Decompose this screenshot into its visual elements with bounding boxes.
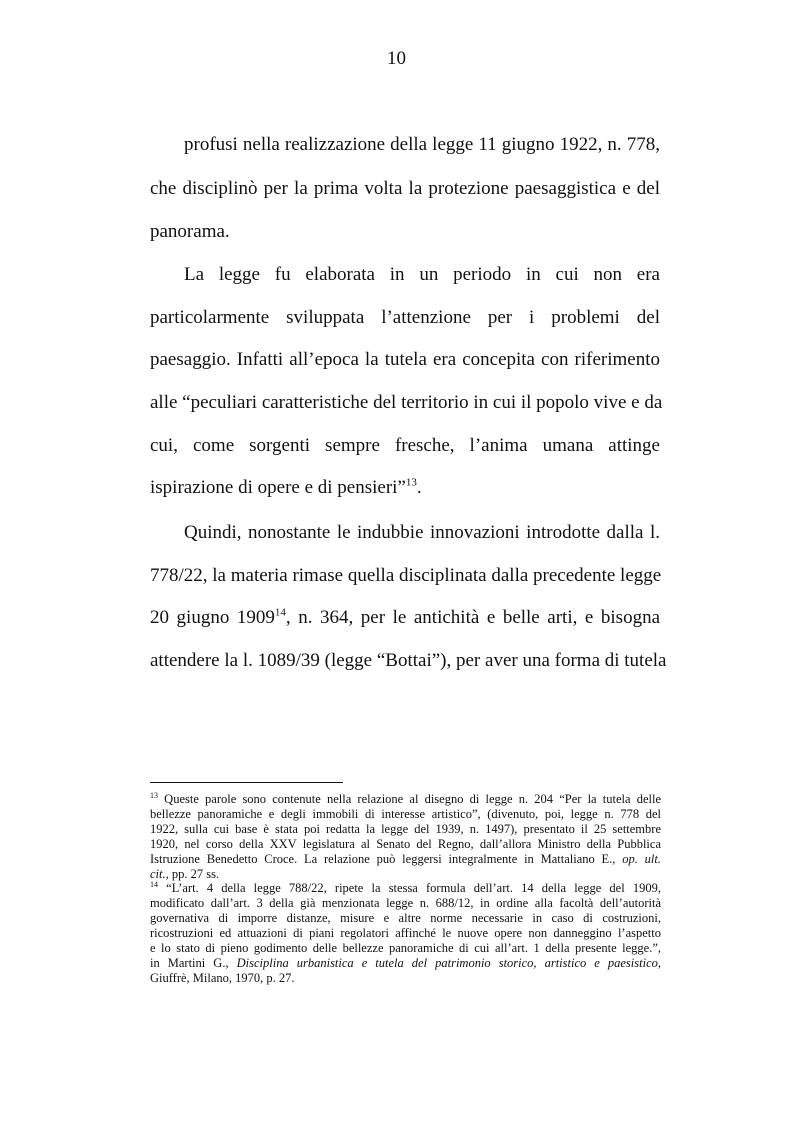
footnote-13-line [150, 790, 661, 806]
body-text-span: 20 giugno 1909 [150, 607, 275, 628]
body-text-span: . [416, 477, 422, 498]
body-line: profusi nella realizzazione della legge 11 giugno 1922, n. 778, [184, 134, 660, 155]
body-line: Quindi, nonostante le indubbie innovazioni introdotte dalla l. [184, 522, 660, 543]
body-line: particolarmente sviluppata l’attenzione per i problemi del [150, 307, 660, 328]
body-line: alle “peculiari caratteristiche del territorio in cui il popolo vive e da [150, 392, 663, 413]
body-text-span: ispirazione di opere e di pensieri” [150, 477, 406, 498]
footnote-14-line: governativa di imporre distanze, misure e altre norme necessarie in caso di costruzioni, [150, 911, 661, 925]
footnote-14-mark: 14 [150, 879, 158, 889]
footnote-13-line: 1920, nel corso della XXV legislatura al Senato del Regno, dall’allora Ministro della Pubblica [150, 837, 661, 851]
body-line: 778/22, la materia rimase quella disciplinata dalla precedente legge [150, 565, 662, 586]
footnote-14-line: ricostruzioni ed attuazioni di piani regolatori affinché le nuove opere non danneggino l’aspetto [150, 926, 661, 940]
footnote-14-line: e lo stato di pieno godimento delle bellezze panoramiche di cui all’art. 1 della presente legge.”, [150, 941, 661, 955]
footnote-text: pp. 27 ss. [168, 867, 220, 881]
body-line: attendere la l. 1089/39 (legge “Bottai”), per aver una forma di tutela [150, 650, 667, 671]
page-number: 10 [387, 48, 406, 69]
footnote-14-line: modificato dall’art. 3 della già menzionata legge n. 688/12, in ordine alla facoltà dell’autorità [150, 896, 661, 910]
footnote-13-line [150, 853, 661, 866]
footnote-14-line [150, 879, 661, 895]
footnote-14-line: Giuffrè, Milano, 1970, p. 27. [150, 971, 295, 985]
footnote-citation: Disciplina urbanistica e tutela del patrimonio storico, artistico e paesistico, [236, 956, 661, 970]
body-text-span: , n. 364, per le antichità e belle arti, e bisogna [285, 607, 660, 628]
footnote-13-line [150, 868, 661, 881]
footnote-14-line [150, 957, 661, 970]
body-line [150, 478, 660, 497]
footnote-text: Istruzione Benedetto Croce. La relazione può leggersi integralmente in Mattaliano E., [150, 852, 623, 866]
body-line: cui, come sorgenti sempre fresche, l’anima umana attinge [150, 435, 660, 456]
footnote-text: “L’art. 4 della legge 788/22, ripete la stessa formula dell’art. 14 della legge del 1909, [158, 881, 661, 895]
body-line: panorama. [150, 221, 230, 242]
footnote-citation: cit., [150, 867, 169, 881]
footnote-13-mark: 13 [150, 790, 158, 800]
footnote-text: Queste parole sono contenute nella relazione al disegno di legge n. 204 “Per la tutela delle [158, 792, 661, 806]
body-line: paesaggio. Infatti all’epoca la tutela era concepita con riferimento [150, 349, 660, 370]
footnote-text: in Martini G., [150, 956, 237, 970]
body-line: che disciplinò per la prima volta la protezione paesaggistica e del [150, 178, 660, 199]
footnote-13-line: 1922, sulla cui base è stata poi redatta la legge del 1939, n. 1497), presentato il 25 settembre [150, 822, 661, 836]
footnote-separator [150, 782, 343, 783]
footnote-citation: op. ult. [622, 852, 661, 866]
footnote-ref-13[interactable]: 13 [405, 476, 417, 489]
body-line [150, 608, 660, 627]
body-line: La legge fu elaborata in un periodo in cui non era [184, 264, 660, 285]
footnote-13-line: bellezze panoramiche e degli immobili di interesse artistico”, (divenuto, poi, legge n. 778 del [150, 807, 661, 821]
footnote-ref-14[interactable]: 14 [274, 606, 286, 619]
